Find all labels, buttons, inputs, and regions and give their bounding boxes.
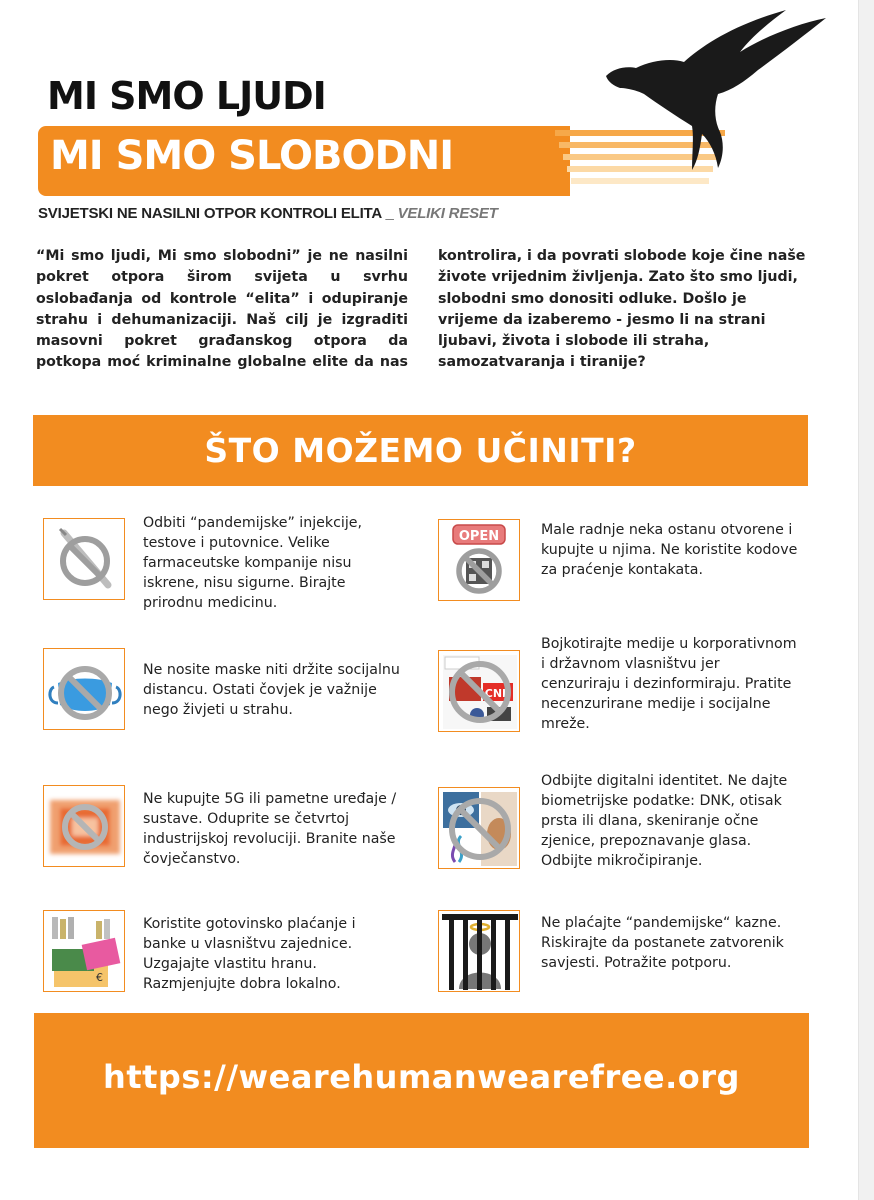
mask-icon [43,648,125,730]
website-link[interactable]: https://wearehumanwearefree.org [103,1058,740,1096]
scrollbar-track[interactable] [858,0,874,1200]
section-banner [33,415,808,486]
item-text-media: Bojkotirajte medije u korporativnom i državnom vlasništvu jer cenzuriraju i dezinformiraju. Pratite necenzurirane medije i socijalne mreže. [541,636,797,732]
intro-text-left: “Mi smo ljudi, Mi smo slobodni” je ne nasilni pokret otpora širom svijeta u svrhu oslobađanja od kontrole “elita” i odupiranje strahu i dehumanizaciji. Naš cilj je izgraditi masovni pokret građanskog otpora da potkopa moć kriminalne globalne elite da nas [36,248,408,371]
item-text-fines: Ne plaćajte “pandemijske“ kazne. Riskirajte da postanete zatvorenik savjesti. Potražite potporu. [541,915,784,971]
bird-silhouette-icon [600,8,830,178]
item-text-5g: Ne kupujte 5G ili pametne uređaje / sustave. Oduprite se četvrtoj industrijskoj revoluciji. Branite naše čovječanstvo. [143,791,397,867]
svg-text:€: € [96,971,103,984]
item-text-small-shops: Male radnje neka ostanu otvorene i kupujte u njima. Ne koristite kodove za praćenje kontakata. [541,522,798,578]
item-text-masks: Ne nosite maske niti držite socijalnu distancu. Ostati čovjek je važnije nego živjeti u strahu. [143,662,400,718]
item-text-digital-id: Odbijte digitalni identitet. Ne dajte biometrijske podatke: DNK, otisak prsta ili dlana, skeniranje očne zjenice, prepoznavanje glasa. Odbijte mikročipiranje. [541,773,788,869]
url-banner [34,1013,809,1148]
subtitle [38,205,498,222]
main-title: MI SMO LJUDI [47,74,326,118]
section-title: ŠTO MOŽEMO UČINITI? [204,431,637,470]
open-sign-text: OPEN [458,529,500,544]
subtitle-main: SVIJETSKI NE NASILNI OTPOR KONTROLI ELITA _ [38,205,394,222]
cash-icon [43,910,125,992]
5g-chip-icon [43,785,125,867]
shop-qr-icon [438,519,520,601]
prisoner-icon [438,910,520,992]
subtitle-reset: VELIKI RESET [397,205,498,222]
syringe-icon [43,518,125,600]
item-text-cash: Koristite gotovinsko plaćanje i banke u vlasništvu zajednice. Uzgajajte vlastitu hranu. Razmjenjujte dobra lokalno. [143,916,356,992]
banner-title: MI SMO SLOBODNI [50,133,454,179]
intro-text-right: kontrolira, i da povrati slobode koje čine naše živote vrijednim življenja. Zato što smo ljudi, slobodni smo donositi odluke. Došlo je vrijeme da izaberemo - jesmo li na strani ljubavi, života i slobode ili straha, samozatvaranja i tiranije? [438,248,806,371]
item-text-injections: Odbiti “pandemijske” injekcije, testove i putovnice. Velike farmaceutske kompanije nisu iskrene, nisu sigurne. Birajte prirodnu medicinu. [143,515,363,611]
biometric-icon [438,787,520,869]
media-icon [438,650,520,732]
cnn-logo-text: CNN [484,687,512,700]
